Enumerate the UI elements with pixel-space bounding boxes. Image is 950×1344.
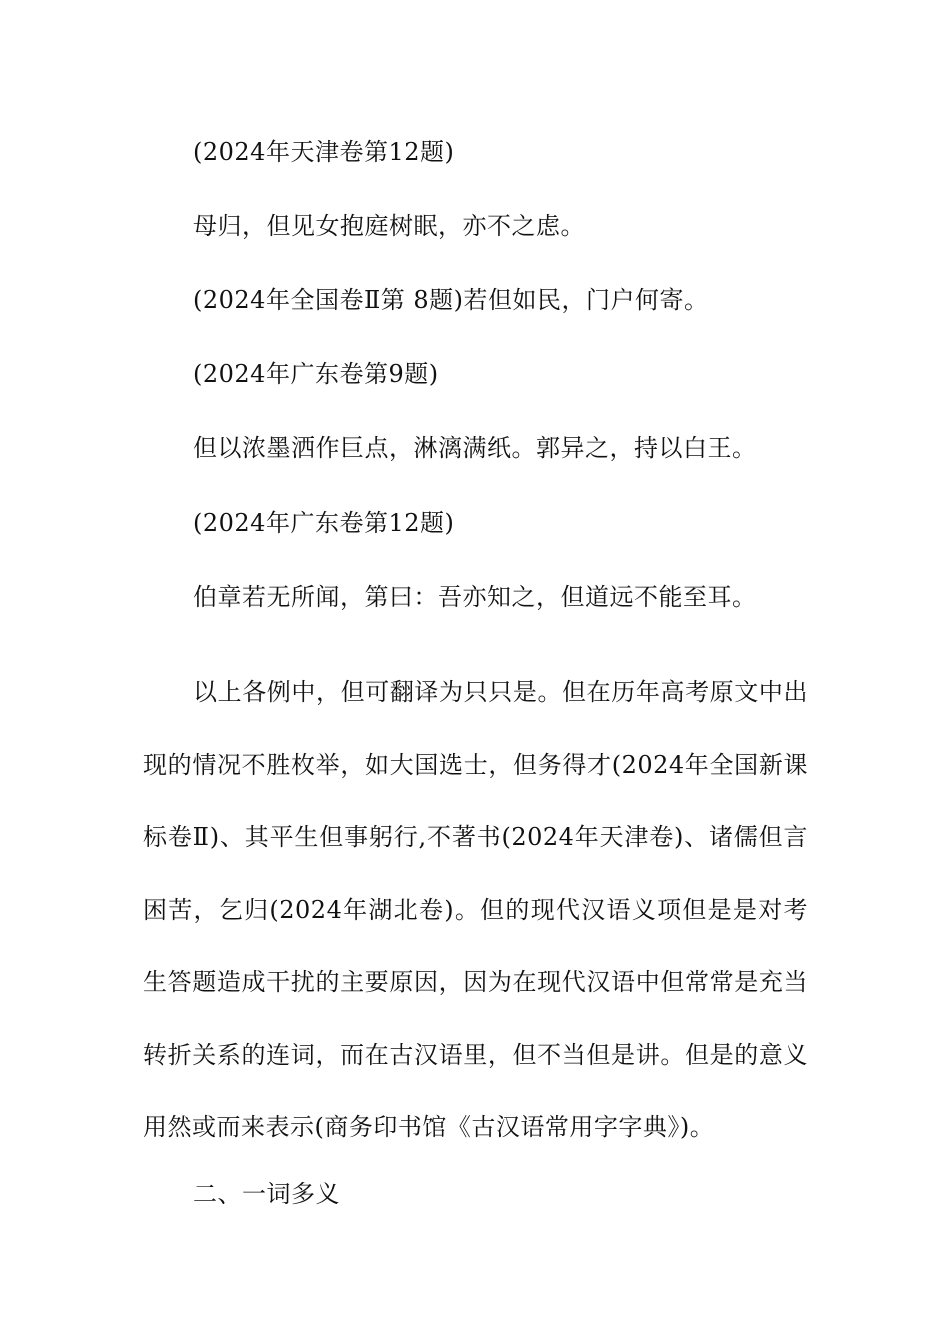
example-sentence-line: 但以浓墨洒作巨点，淋漓满纸。郭异之，持以白王。: [193, 434, 757, 462]
example-sentence-line: 母归，但见女抱庭树眠，亦不之虑。: [193, 212, 585, 240]
source-citation-line: (2024年广东卷第12题): [193, 509, 455, 537]
source-citation-line: (2024年天津卷第12题): [193, 138, 455, 166]
example-sentence-line: 伯章若无所闻，第曰：吾亦知之，但道远不能至耳。: [193, 583, 757, 611]
section-heading: 二、一词多义: [193, 1180, 340, 1208]
explanation-paragraph: 以上各例中，但可翻译为只只是。但在历年高考原文中出现的情况不胜枚举，如大国选士，但务得才(2024年全国新课标卷Ⅱ)、其平生但事躬行,不著书(2024年天津卷)、诸儒但言困苦，乞归(2024年湖北卷)。但的现代汉语义项但是是对考生答题造成干扰的主要原因，因为在现代汉语中但常常是充当转折关系的连词，而在古汉语里，但不当但是讲。但是的意义用然或而来表示(商务印书馆《古汉语常用字字典》)。: [143, 678, 808, 1141]
source-citation-line: (2024年广东卷第9题): [193, 360, 439, 388]
citation-with-sentence-line: (2024年全国卷Ⅱ第 8题)若但如民，门户何寄。: [193, 286, 709, 314]
